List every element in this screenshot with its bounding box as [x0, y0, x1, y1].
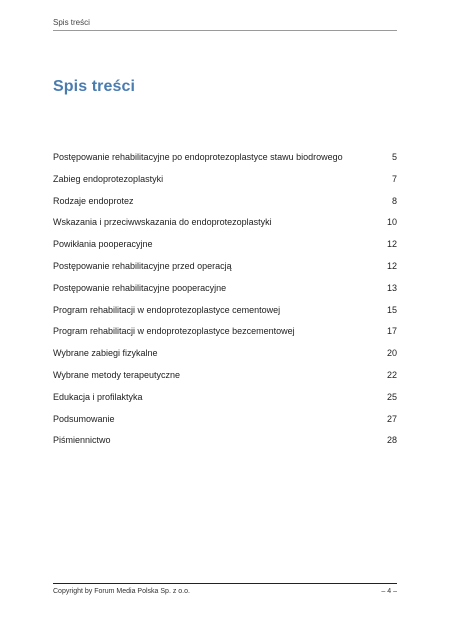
- toc-entry-page: 25: [386, 391, 397, 402]
- page-title: Spis treści: [53, 78, 136, 95]
- toc-entry-label: Rodzaje endoprotez: [53, 195, 134, 206]
- toc-entry-label: Piśmiennictwo: [53, 435, 111, 446]
- header-divider: [53, 30, 397, 31]
- toc-entry-page: 12: [386, 239, 397, 250]
- toc-entry-label: Zabieg endoprotezoplastyki: [53, 173, 164, 184]
- toc-entry[interactable]: [53, 414, 397, 436]
- footer-page-number: – 4 –: [381, 588, 397, 595]
- toc-entry-page: 22: [386, 369, 397, 380]
- toc-entry-page: 17: [386, 326, 397, 337]
- toc-entry-label: Edukacja i profilaktyka: [53, 391, 143, 402]
- toc-entry-page: 5: [391, 152, 397, 162]
- toc-entry[interactable]: [53, 370, 397, 392]
- toc-entry-label: Postępowanie rehabilitacyjne pooperacyjne: [53, 282, 227, 293]
- toc-entry-page: 20: [386, 348, 397, 359]
- toc-entry[interactable]: [53, 174, 397, 196]
- toc-entry-label: Postępowanie rehabilitacyjne po endoprotezoplastyce stawu biodrowego: [53, 152, 343, 162]
- toc-entry-label: Wybrane zabiegi fizykalne: [53, 348, 158, 359]
- toc-entry[interactable]: [53, 152, 397, 174]
- toc-entry-label: Wskazania i przeciwwskazania do endoprotezoplastyki: [53, 217, 272, 228]
- toc-entry-page: 13: [386, 282, 397, 293]
- running-header: Spis treści: [53, 18, 90, 27]
- toc-entry-label: Wybrane metody terapeutyczne: [53, 369, 180, 380]
- toc-entry[interactable]: [53, 348, 397, 370]
- footer-divider: [53, 583, 397, 584]
- toc-entry-label: Podsumowanie: [53, 413, 115, 424]
- toc-entry-page: 12: [386, 260, 397, 271]
- toc-entry[interactable]: [53, 283, 397, 305]
- toc-entry-page: 27: [386, 413, 397, 424]
- toc-entry[interactable]: [53, 392, 397, 414]
- table-of-contents: [53, 152, 397, 457]
- toc-entry[interactable]: [53, 217, 397, 239]
- toc-entry-label: Program rehabilitacji w endoprotezoplastyce bezcementowej: [53, 326, 295, 337]
- toc-entry-page: 8: [391, 195, 397, 206]
- toc-entry-page: 10: [386, 217, 397, 228]
- toc-entry[interactable]: [53, 305, 397, 327]
- toc-entry-page: 15: [386, 304, 397, 315]
- toc-entry-page: 7: [391, 173, 397, 184]
- toc-entry[interactable]: [53, 239, 397, 261]
- toc-entry[interactable]: [53, 326, 397, 348]
- footer-copyright: Copyright by Forum Media Polska Sp. z o.o.: [53, 588, 190, 595]
- toc-entry-label: Program rehabilitacji w endoprotezoplastyce cementowej: [53, 304, 281, 315]
- toc-entry[interactable]: [53, 196, 397, 218]
- toc-entry[interactable]: [53, 435, 397, 457]
- toc-entry[interactable]: [53, 261, 397, 283]
- toc-entry-label: Postępowanie rehabilitacyjne przed operacją: [53, 260, 232, 271]
- toc-entry-page: 28: [386, 435, 397, 446]
- toc-entry-label: Powikłania pooperacyjne: [53, 239, 153, 250]
